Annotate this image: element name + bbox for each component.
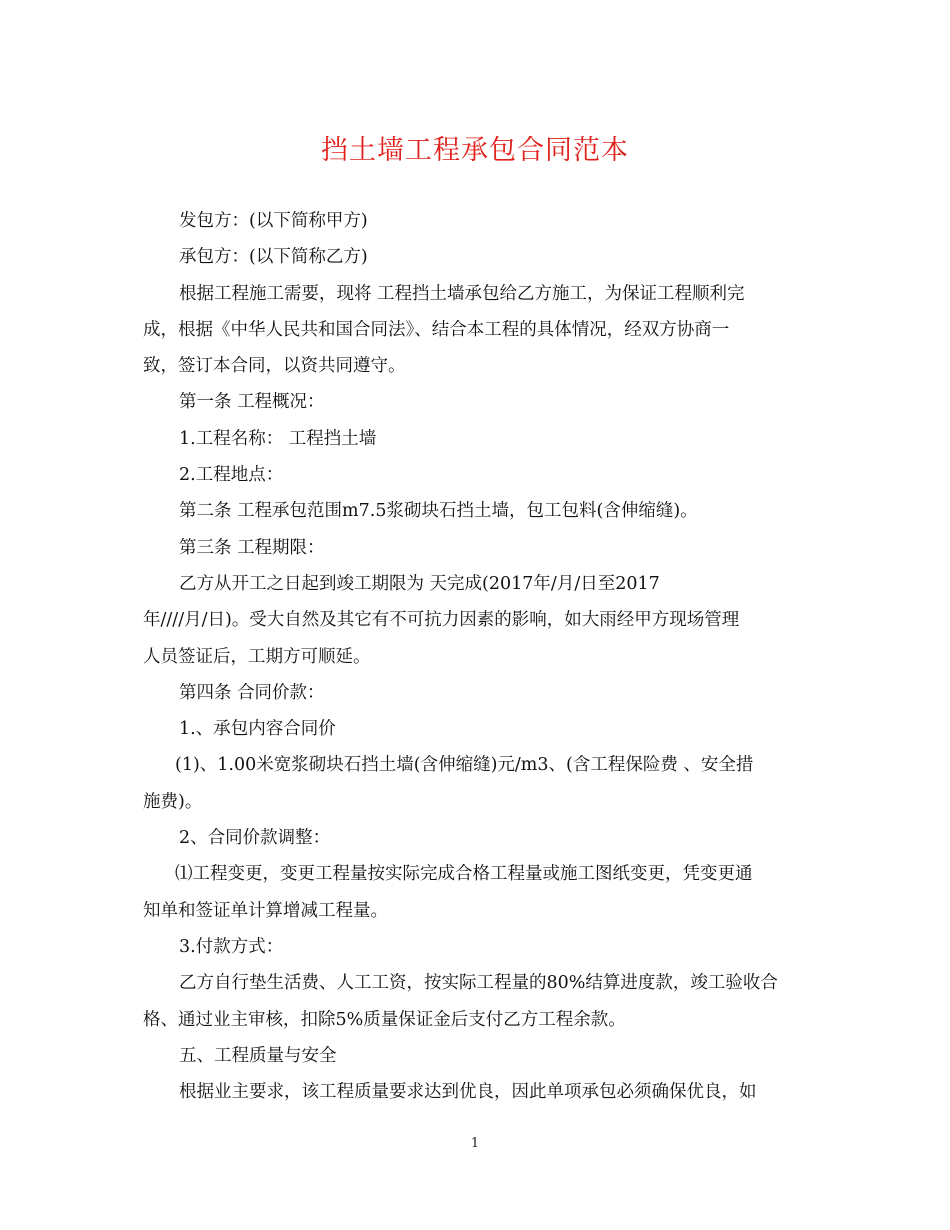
list-item: 2、合同价款调整：: [179, 828, 331, 849]
list-item: 1.、承包内容合同价: [179, 719, 336, 740]
page-number: 1: [470, 1136, 480, 1151]
section-heading: 第四条 合同价款：: [179, 682, 325, 703]
paragraph-line: 格、通过业主审核，扣除5%质量保证金后支付乙方工程余款。: [143, 1009, 626, 1030]
list-item: 1.工程名称： 工程挡土墙: [179, 428, 377, 449]
paragraph-line: (1)、1.00米宽浆砌块石挡土墙(含伸缩缝)元/m3、(含工程保险费 、安全措: [175, 755, 754, 776]
document-title: 挡土墙工程承包合同范本: [321, 135, 629, 166]
party-b-line: 承包方：(以下简称乙方): [179, 247, 368, 268]
paragraph-line: 乙方从开工之日起到竣工期限为 天完成(2017年/月/日至2017: [179, 573, 660, 594]
paragraph-line: 成，根据《中华人民共和国合同法》、结合本工程的具体情况，经双方协商一: [143, 319, 730, 340]
section-heading: 第二条 工程承包范围m7.5浆砌块石挡土墙，包工包料(含伸缩缝)。: [179, 501, 698, 522]
section-heading: 第三条 工程期限：: [179, 537, 325, 558]
paragraph-line: 人员签证后，工期方可顺延。: [143, 646, 371, 667]
section-heading: 五、工程质量与安全: [179, 1045, 337, 1066]
paragraph-line: 乙方自行垫生活费、人工工资，按实际工程量的80%结算进度款，竣工验收合: [179, 973, 778, 994]
paragraph-line: 年////月/日)。受大自然及其它有不可抗力因素的影响，如大雨经甲方现场管理: [143, 610, 740, 631]
paragraph-line: ⑴工程变更，变更工程量按实际完成合格工程量或施工图纸变更，凭变更通: [175, 864, 753, 885]
paragraph-line: 致，签订本合同，以资共同遵守。: [143, 356, 406, 377]
paragraph-line: 知单和签证单计算增减工程量。: [143, 900, 388, 921]
document-body: [143, 203, 813, 1110]
section-heading: 第一条 工程概况：: [179, 392, 325, 413]
list-item: 3.付款方式：: [179, 936, 284, 957]
list-item: 2.工程地点：: [179, 465, 284, 486]
paragraph-line: 施费)。: [143, 791, 203, 812]
paragraph-line: 根据业主要求，该工程质量要求达到优良，因此单项承包必须确保优良，如: [179, 1082, 757, 1103]
paragraph-line: 根据工程施工需要，现将 工程挡土墙承包给乙方施工，为保证工程顺利完: [179, 283, 745, 304]
party-a-line: 发包方：(以下简称甲方): [179, 211, 368, 231]
